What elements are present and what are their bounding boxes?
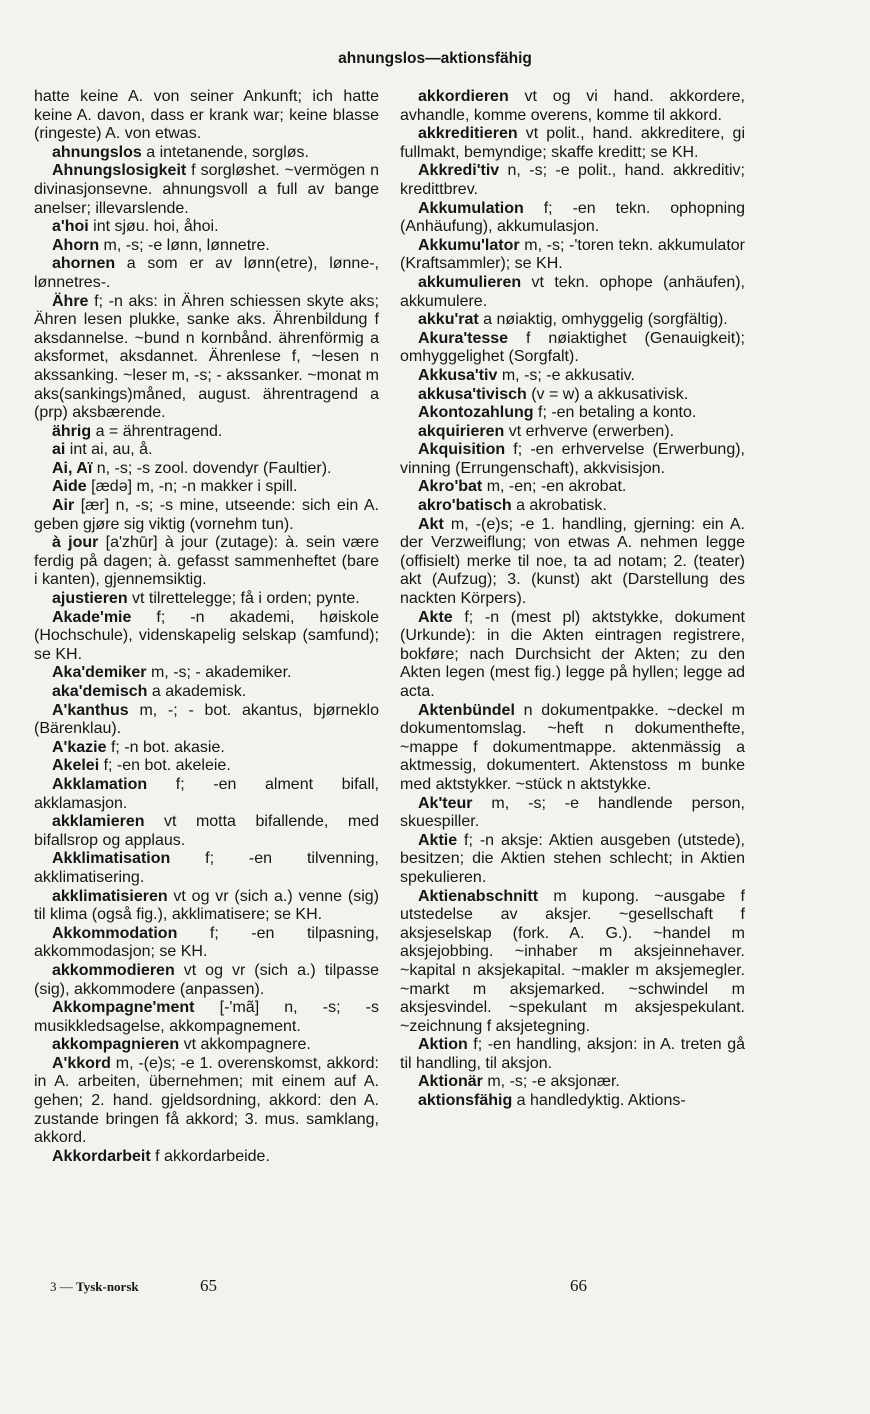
dictionary-entry bbox=[400, 330, 745, 367]
entry-headword: Aktenbündel bbox=[418, 701, 515, 719]
entry-definition: m, -(e)s; -e 1. overenskomst, akkord: in A. arbeiten, übernehmen; mit einem auf A. gehen; 2. hand. gjeldsordning, akkord: den A. zustande bringen få akkord; 3. mus. samklang, akkord. bbox=[34, 1054, 379, 1147]
dictionary-entry bbox=[34, 441, 379, 460]
entry-headword: akro'batisch bbox=[418, 497, 512, 515]
entry-definition: a nøiaktig, omhyggelig (sorgfältig). bbox=[478, 311, 728, 329]
entry-definition: [-'mã] n, -s; -s musikkledsagelse, akkompagnement. bbox=[34, 999, 379, 1035]
entry-definition: a som er av lønn(etre), lønne-, lønnetres-. bbox=[34, 255, 379, 291]
dictionary-entry bbox=[34, 813, 379, 850]
entry-definition: vt tekn. ophope (anhäufen), akkumulere. bbox=[400, 273, 745, 310]
entry-definition: a akademisk. bbox=[147, 683, 247, 700]
dictionary-entry bbox=[34, 1055, 379, 1148]
entry-headword: Akelei bbox=[52, 757, 100, 775]
entry-headword: akkordieren bbox=[418, 88, 509, 105]
entry-definition: vt og vr (sich a.) tilpasse (sig), akkommodere (anpassen). bbox=[34, 961, 379, 998]
entry-headword: ai bbox=[52, 441, 66, 459]
entry-definition: int ai, au, å. bbox=[65, 441, 153, 459]
entry-definition: f; -en tilvenning, akklimatisering. bbox=[34, 850, 379, 886]
entry-headword: akklamieren bbox=[52, 813, 145, 831]
dictionary-entry bbox=[34, 962, 379, 999]
entry-headword: akkusa'tivisch bbox=[418, 385, 527, 403]
entry-headword: aka'demisch bbox=[52, 683, 148, 700]
dictionary-entry bbox=[34, 162, 379, 218]
entry-definition: f; -en alment bifall, akklamasjon. bbox=[34, 775, 379, 812]
dictionary-entry bbox=[34, 590, 379, 609]
dictionary-entry bbox=[34, 255, 379, 292]
entry-definition: f; -n aksje: Aktien ausgeben (utstede), besitzen; die Aktien stehen schlecht; in Aktien spekulieren. bbox=[400, 831, 745, 886]
dictionary-entry bbox=[34, 144, 379, 163]
entry-definition: f; -en betaling a konto. bbox=[533, 404, 697, 422]
entry-headword: aktionsfähig bbox=[418, 1092, 513, 1110]
dictionary-entry bbox=[34, 423, 379, 442]
entry-headword: Akklamation bbox=[52, 775, 148, 793]
entry-headword: Akte bbox=[418, 608, 453, 626]
entry-headword: Akade'mie bbox=[52, 608, 132, 626]
dictionary-entry bbox=[34, 534, 379, 590]
entry-definition: m, -(e)s; -e 1. handling, gjerning: ein A. der Verzweiflung; von etwas A. nehmen legge (offisielt) merke til noe, ta ad notam; 2. (teater) akt (Aufzug); 3. (kunst) akt (Darstellung des nackten Körpers). bbox=[400, 515, 745, 608]
entry-headword: Aka'demiker bbox=[52, 664, 147, 682]
dictionary-entry bbox=[34, 478, 379, 497]
entry-headword: à jour bbox=[52, 534, 99, 552]
entry-headword: akkommodieren bbox=[52, 961, 175, 979]
dictionary-entry bbox=[34, 609, 379, 665]
entry-headword: Akkusa'tiv bbox=[418, 366, 498, 384]
dictionary-entry bbox=[400, 497, 745, 516]
entry-headword: akku'rat bbox=[418, 311, 479, 329]
entry-definition: f; -n aks: in Ähren schiessen skyte aks; Ähren lesen plukke, sanke aks. Ährenbildung f aksdannelse. ~bund n kornbånd. ährenförmig a aksformet, aksdannet. Ährenlese f, ~lesen n akssanking. ~leser m, -s; - akssanker. ~monat m aks(sankings)måned, august. ährentragend a (prp) aksbærende. bbox=[34, 292, 379, 422]
dictionary-entry bbox=[400, 367, 745, 386]
dictionary-entry bbox=[400, 423, 745, 442]
entry-headword: Akkumu'lator bbox=[418, 236, 520, 254]
entry-definition: f akkordarbeide. bbox=[150, 1147, 270, 1165]
left-column bbox=[34, 88, 379, 1166]
entry-definition: n, -s; -e polit., hand. akkreditiv; kredittbrev. bbox=[400, 162, 745, 198]
entry-headword: Akklimatisation bbox=[52, 850, 171, 868]
dictionary-entry bbox=[400, 1036, 745, 1073]
dictionary-entry bbox=[400, 478, 745, 497]
dictionary-entry bbox=[34, 999, 379, 1036]
dictionary-entry bbox=[400, 404, 745, 423]
entry-definition: a = ährentragend. bbox=[91, 422, 223, 440]
entry-definition: [a'zhūr] à jour (zutage): à. sein være ferdig på dagen; à. gefasst sammenheftet (bare i kanten), gjennemsiktig. bbox=[34, 534, 380, 589]
signature-dash: — bbox=[59, 1279, 73, 1294]
dictionary-entry bbox=[34, 850, 379, 887]
entry-headword: akquirieren bbox=[418, 422, 505, 440]
entry-definition: n, -s; -s zool. dovendyr (Faultier). bbox=[92, 459, 332, 477]
dictionary-entry bbox=[34, 683, 379, 702]
entry-headword: Akquisition bbox=[418, 441, 506, 459]
dictionary-entry bbox=[34, 218, 379, 237]
entry-headword: Akkumulation bbox=[418, 199, 524, 217]
dictionary-entry bbox=[400, 386, 745, 405]
dictionary-entry bbox=[400, 311, 745, 330]
signature-number: 3 bbox=[50, 1279, 57, 1294]
entry-headword: A'kkord bbox=[52, 1054, 111, 1072]
dictionary-entry bbox=[400, 200, 745, 237]
entry-definition: m, -s; -e lønn, lønnetre. bbox=[99, 236, 270, 254]
entry-definition: vt og vr (sich a.) venne (sig) til klima (også fig.), akklimatisere; se KH. bbox=[34, 887, 379, 924]
dictionary-entry bbox=[34, 88, 379, 144]
entry-headword: Ahnungslosigkeit bbox=[52, 162, 187, 180]
entry-headword: Aktion bbox=[418, 1036, 468, 1054]
entry-definition: m, -s; - akademiker. bbox=[146, 664, 292, 682]
dictionary-entry bbox=[400, 888, 745, 1037]
signature-text: Tysk-norsk bbox=[76, 1279, 139, 1294]
dictionary-entry bbox=[34, 664, 379, 683]
entry-definition: vt og vi hand. akkordere, avhandle, komme overens, komme til akkord. bbox=[400, 88, 745, 124]
entry-definition: [ædə] m, -n; -n makker i spill. bbox=[86, 478, 298, 496]
dictionary-entry bbox=[34, 739, 379, 758]
entry-definition: m, -s; -e aksjonær. bbox=[482, 1073, 620, 1091]
entry-definition: f; -en tilpasning, akkommodasjon; se KH. bbox=[34, 924, 379, 961]
entry-headword: ajustieren bbox=[52, 590, 128, 608]
entry-headword: Akkredi'tiv bbox=[418, 162, 500, 180]
dictionary-entry bbox=[400, 702, 745, 795]
entry-definition: vt motta bifallende, med bifallsrop og applaus. bbox=[34, 813, 379, 849]
entry-headword: ährig bbox=[52, 422, 92, 440]
entry-definition: f; -en handling, aksjon: in A. treten gå til handling, til aksjon. bbox=[400, 1036, 745, 1072]
entry-headword: Akura'tesse bbox=[418, 329, 509, 347]
dictionary-entry bbox=[400, 274, 745, 311]
entry-definition: int sjøu. hoi, åhoi. bbox=[88, 218, 219, 236]
entry-definition: m, -s; -'toren tekn. akkumulator (Kraftsammler); se KH. bbox=[400, 236, 745, 273]
entry-definition: f; -n (mest pl) aktstykke, dokument (Urkunde): in die Akten eintragen registrere, bokføre; nach Durchsicht der Akten; zu den Akten legen (mest fig.) legge på hyllen; legge ad acta. bbox=[400, 608, 745, 700]
dictionary-entry bbox=[34, 293, 379, 423]
right-column bbox=[400, 88, 745, 1111]
entry-definition: f nøiaktighet (Genauigkeit); omhyggelighet (Sorgfalt). bbox=[400, 329, 745, 366]
page-number-left: 65 bbox=[200, 1276, 217, 1295]
dictionary-entry bbox=[400, 441, 745, 478]
dictionary-entry bbox=[400, 795, 745, 832]
dictionary-entry bbox=[34, 757, 379, 776]
entry-headword: Ak'teur bbox=[418, 794, 473, 812]
entry-definition: vt akkompagnere. bbox=[179, 1036, 311, 1054]
entry-definition: n dokumentpakke. ~deckel m dokumentomslag. ~heft n dokumenthefte, ~mappe f dokumentmappe. aktenmässig a aktmessig, dokumentert. Aktenstoss m bunke med aktstykker. ~stück n aktstykke. bbox=[400, 701, 745, 793]
entry-definition: f; -n bot. akasie. bbox=[106, 738, 225, 756]
entry-definition: f; -en tekn. ophopning (Anhäufung), akkumulasjon. bbox=[400, 199, 745, 236]
entry-headword: akkumulieren bbox=[418, 273, 522, 291]
entry-definition: a intetanende, sorgløs. bbox=[141, 143, 309, 161]
entry-headword: Akontozahlung bbox=[418, 404, 534, 422]
dictionary-entry bbox=[34, 888, 379, 925]
entry-definition: f sorgløshet. ~vermögen n divinasjonsevne. ahnungsvoll a full av bange anelser; illevarslende. bbox=[34, 162, 379, 217]
entry-headword: Akt bbox=[418, 515, 444, 533]
entry-definition: vt polit., hand. akkreditere, gi fullmakt, bemyndige; skaffe kreditt; se KH. bbox=[400, 125, 745, 161]
entry-headword: Aktionär bbox=[418, 1073, 483, 1091]
dictionary-entry bbox=[400, 162, 745, 199]
entry-headword: akkompagnieren bbox=[52, 1036, 180, 1054]
entry-definition: m kupong. ~ausgabe f utstedelse av aksjer. ~gesellschaft f aksjeselskap (fork. A. G.). ~handel m aksjejobbing. ~inhaber m aksjeinnehaver. ~kapital n aksjekapital. ~makler m aksjemegler. ~markt m aksjemarked. ~schwindel m aksjesvindel. ~spekulant m aksjespekulant. ~zeichnung f aksjetegning. bbox=[400, 887, 745, 1035]
dictionary-entry bbox=[400, 125, 745, 162]
entry-definition: a handledyktig. Aktions- bbox=[512, 1092, 686, 1110]
entry-headword: akkreditieren bbox=[418, 125, 518, 143]
dictionary-entry bbox=[34, 776, 379, 813]
dictionary-entry bbox=[34, 1036, 379, 1055]
dictionary-entry bbox=[400, 832, 745, 888]
entry-headword: Ähre bbox=[52, 292, 89, 310]
entry-headword: Akkompagne'ment bbox=[52, 999, 195, 1017]
dictionary-entry bbox=[400, 1073, 745, 1092]
dictionary-entry bbox=[34, 1148, 379, 1167]
dictionary-entry bbox=[400, 609, 745, 702]
entry-headword: A'kanthus bbox=[52, 701, 129, 719]
entry-headword: a'hoi bbox=[52, 218, 89, 236]
entry-headword: Aktienabschnitt bbox=[418, 887, 539, 905]
entry-headword: Aktie bbox=[418, 831, 458, 849]
dictionary-entry bbox=[400, 1092, 745, 1111]
entry-definition: (v = w) a akkusativisk. bbox=[526, 385, 689, 403]
entry-headword: Air bbox=[52, 497, 75, 515]
entry-headword: A'kazie bbox=[52, 738, 107, 756]
dictionary-entry bbox=[400, 88, 745, 125]
entry-definition: [ær] n, -s; -s mine, utseende: sich ein A. geben gjøre sig viktig (vornehm tun). bbox=[34, 497, 379, 533]
entry-definition: m, -; - bot. akantus, bjørneklo (Bärenklau). bbox=[34, 701, 379, 738]
entry-definition: m, -s; -e akkusativ. bbox=[497, 366, 635, 384]
printer-signature bbox=[50, 1279, 139, 1295]
dictionary-entry bbox=[34, 460, 379, 479]
page-number-right: 66 bbox=[570, 1276, 587, 1295]
entry-headword: Akkommodation bbox=[52, 924, 178, 942]
entry-headword: Ai, Aï bbox=[52, 459, 93, 477]
entry-headword: Ahorn bbox=[52, 236, 100, 254]
dictionary-entry bbox=[400, 237, 745, 274]
entry-headword: ahnungslos bbox=[52, 143, 142, 161]
entry-definition: vt tilrettelegge; få i orden; pynte. bbox=[127, 590, 360, 608]
entry-definition: hatte keine A. von seiner Ankunft; ich hatte keine A. davon, dass er krank war; keine blasse (ringeste) A. von etwas. bbox=[34, 88, 379, 143]
dictionary-entry bbox=[34, 237, 379, 256]
dictionary-entry bbox=[400, 516, 745, 609]
dictionary-entry bbox=[34, 497, 379, 534]
entry-definition: m, -s; -e handlende person, skuespiller. bbox=[400, 794, 745, 831]
entry-definition: f; -en bot. akeleie. bbox=[99, 757, 231, 775]
entry-headword: ahornen bbox=[52, 255, 116, 273]
dictionary-entry bbox=[34, 925, 379, 962]
entry-headword: Akkordarbeit bbox=[52, 1147, 151, 1165]
running-head: ahnungslos—aktionsfähig bbox=[338, 50, 532, 67]
entry-headword: akklimatisieren bbox=[52, 887, 168, 905]
entry-headword: Aide bbox=[52, 478, 87, 496]
entry-definition: vt erhverve (erwerben). bbox=[504, 422, 675, 440]
entry-definition: m, -en; -en akrobat. bbox=[482, 478, 627, 496]
dictionary-entry bbox=[34, 702, 379, 739]
entry-definition: f; -n akademi, høiskole (Hochschule), videnskapelig selskap (samfund); se KH. bbox=[34, 608, 379, 663]
entry-definition: a akrobatisk. bbox=[511, 497, 607, 515]
entry-definition: f; -en erhvervelse (Erwerbung), vinning (Errungenschaft), akkvisisjon. bbox=[400, 441, 745, 477]
entry-headword: Akro'bat bbox=[418, 478, 483, 496]
